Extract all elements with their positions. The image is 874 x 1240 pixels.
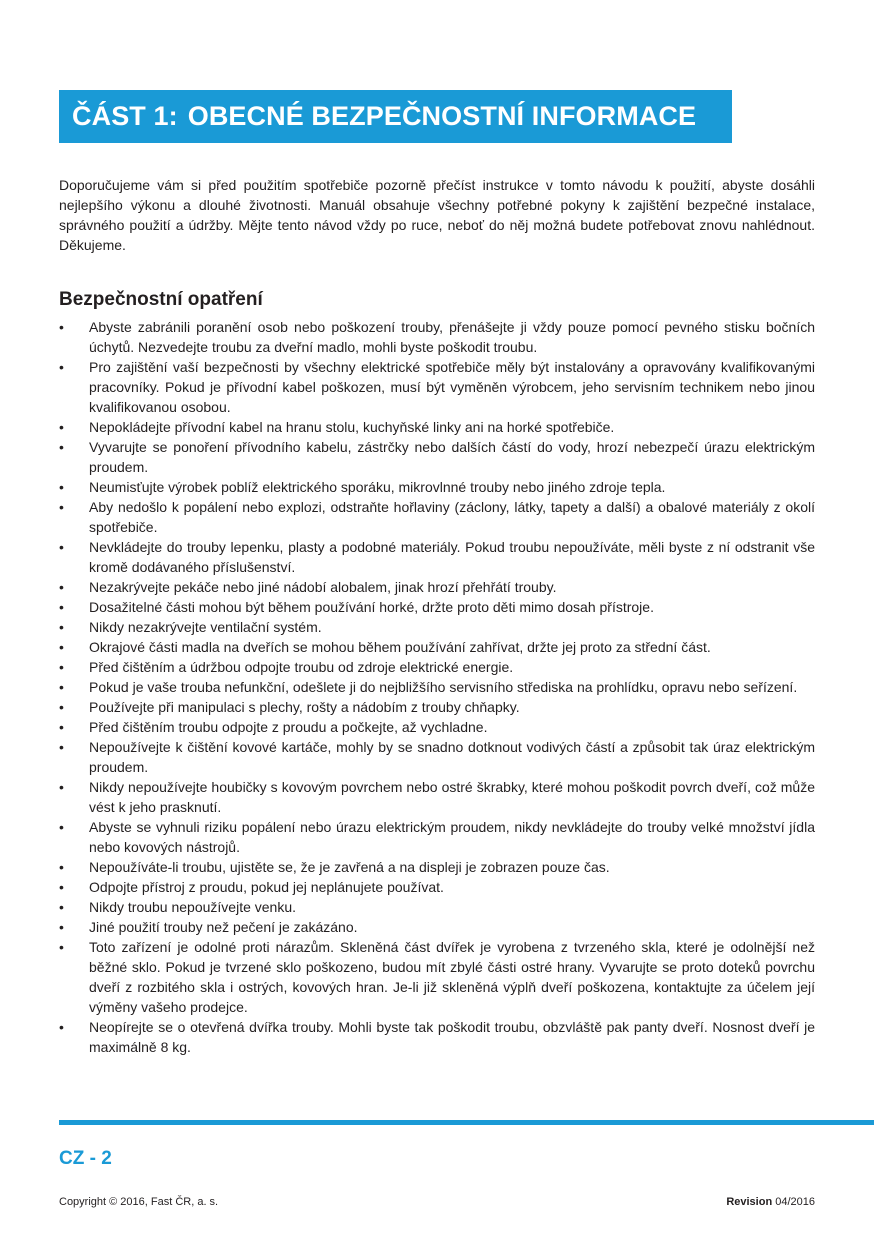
list-item-text: Abyste zabránili poranění osob nebo poškození trouby, přenášejte ji vždy pouze pomocí pevného stisku bočních úchytů. Nezvedejte troubu za dveřní madlo, mohli byste poškodit troubu.: [89, 319, 815, 355]
list-item: [59, 497, 815, 537]
list-item: [59, 917, 815, 937]
list-item-text: Aby nedošlo k popálení nebo explozi, odstraňte hořlaviny (záclony, látky, tapety a další) a obalové materiály z okolí spotřebiče.: [89, 499, 815, 535]
bullet-icon: •: [59, 319, 64, 335]
bullet-icon: •: [59, 599, 64, 615]
list-item: [59, 817, 815, 857]
list-item: [59, 717, 815, 737]
list-item: [59, 637, 815, 657]
list-item: [59, 357, 815, 417]
bullet-icon: •: [59, 939, 64, 955]
bullet-icon: •: [59, 899, 64, 915]
bullet-icon: •: [59, 739, 64, 755]
list-item: [59, 317, 815, 357]
list-item-text: Nikdy nepoužívejte houbičky s kovovým povrchem nebo ostré škrabky, které mohou poškodit povrch dveří, což může vést k jeho prasknutí.: [89, 779, 815, 815]
revision-date: 04/2016: [775, 1196, 815, 1208]
list-item: [59, 477, 815, 497]
bullet-icon: •: [59, 419, 64, 435]
list-item: [59, 777, 815, 817]
list-item-text: Abyste se vyhnuli riziku popálení nebo úrazu elektrickým proudem, nikdy nevkládejte do trouby velké množství jídla nebo kovových nástrojů.: [89, 819, 815, 855]
list-item-text: Před čištěním a údržbou odpojte troubu od zdroje elektrické energie.: [89, 659, 514, 675]
list-item-text: Používejte při manipulaci s plechy, rošty a nádobím z trouby chňapky.: [89, 699, 520, 715]
bullet-icon: •: [59, 639, 64, 655]
list-item-text: Nikdy nezakrývejte ventilační systém.: [89, 619, 322, 635]
list-item-text: Pro zajištění vaší bezpečnosti by všechny elektrické spotřebiče měly být instalovány a opravovány kvalifikovanými pracovníky. Pokud je přívodní kabel poškozen, musí být vyměněn výrobcem, jeho servisním technikem nebo jinou kvalifikovanou osobou.: [89, 359, 815, 415]
bullet-icon: •: [59, 659, 64, 675]
list-item-text: Vyvarujte se ponoření přívodního kabelu, zástrčky nebo dalších částí do vody, hrozí nebezpečí úrazu elektrickým proudem.: [89, 439, 815, 475]
bullet-icon: •: [59, 539, 64, 555]
page-number: CZ - 2: [59, 1148, 112, 1169]
list-item: [59, 897, 815, 917]
section-title: OBECNÉ BEZPEČNOSTNÍ INFORMACE: [187, 101, 697, 131]
list-item-text: Toto zařízení je odolné proti nárazům. Skleněná část dvířek je vyrobena z tvrzeného skla, které je odolnější než běžné sklo. Pokud je tvrzené sklo poškozeno, budou mít zbylé části ostré hrany. Vyvarujte se proto doteků povrchu dveří z rozbitého skla i ostrých, kovových hran. Je-li již skleněná výplň dveří poškozena, kontaktujte za účelem její výměny vašeho prodejce.: [89, 939, 815, 1015]
list-item: [59, 577, 815, 597]
bullet-icon: •: [59, 699, 64, 715]
section-part-label: ČÁST 1:: [72, 101, 178, 131]
list-item: [59, 417, 815, 437]
list-item-text: Nepoužívejte k čištění kovové kartáče, mohly by se snadno dotknout vodivých částí a způsobit tak úraz elektrickým proudem.: [89, 739, 815, 775]
safety-heading: Bezpečnostní opatření: [59, 289, 263, 310]
list-item: [59, 617, 815, 637]
list-item-text: Okrajové části madla na dveřích se mohou během používání zahřívat, držte jej proto za střední část.: [89, 639, 711, 655]
list-item: [59, 857, 815, 877]
list-item-text: Nepokládejte přívodní kabel na hranu stolu, kuchyňské linky ani na horké spotřebiče.: [89, 419, 615, 435]
list-item: [59, 737, 815, 777]
footer-divider: [59, 1120, 874, 1125]
bullet-icon: •: [59, 819, 64, 835]
list-item: [59, 537, 815, 577]
list-item: [59, 677, 815, 697]
bullet-icon: •: [59, 439, 64, 455]
bullet-icon: •: [59, 859, 64, 875]
bullet-icon: •: [59, 679, 64, 695]
safety-list: [59, 317, 815, 1057]
list-item-text: Nezakrývejte pekáče nebo jiné nádobí alobalem, jinak hrozí přehřátí trouby.: [89, 579, 557, 595]
list-item: [59, 937, 815, 1017]
bullet-icon: •: [59, 619, 64, 635]
list-item-text: Nikdy troubu nepoužívejte venku.: [89, 899, 297, 915]
list-item-text: Nevkládejte do trouby lepenku, plasty a podobné materiály. Pokud troubu nepoužíváte, měli byste z ní odstranit vše kromě dodávaného příslušenství.: [89, 539, 815, 575]
list-item-text: Odpojte přístroj z proudu, pokud jej neplánujete používat.: [89, 879, 444, 895]
list-item-text: Dosažitelné části mohou být během používání horké, držte proto děti mimo dosah přístroje.: [89, 599, 654, 615]
intro-paragraph: Doporučujeme vám si před použitím spotřebiče pozorně přečíst instrukce v tomto návodu k použití, abyste dosáhli nejlepšího výkonu a dlouhé životnosti. Manuál obsahuje všechny potřebné pokyny k zajištění bezpečné instalace, správného použití a údržby. Mějte tento návod vždy po ruce, neboť do něj možná budete potřebovat znovu nahlédnout. Děkujeme.: [59, 177, 815, 253]
bullet-icon: •: [59, 1019, 64, 1035]
section-title-banner: [59, 90, 732, 143]
list-item-text: Nepoužíváte-li troubu, ujistěte se, že je zavřená a na displeji je zobrazen pouze čas.: [89, 859, 610, 875]
list-item-text: Pokud je vaše trouba nefunkční, odešlete ji do nejbližšího servisního střediska na prohlídku, opravu nebo seřízení.: [89, 679, 798, 695]
bullet-icon: •: [59, 719, 64, 735]
list-item-text: Před čištěním troubu odpojte z proudu a počkejte, až vychladne.: [89, 719, 488, 735]
revision-info: [726, 1194, 815, 1210]
bullet-icon: •: [59, 499, 64, 515]
copyright-text: Copyright © 2016, Fast ČR, a. s.: [59, 1196, 219, 1208]
list-item: [59, 697, 815, 717]
revision-label: Revision: [726, 1196, 773, 1208]
bullet-icon: •: [59, 779, 64, 795]
bullet-icon: •: [59, 479, 64, 495]
list-item: [59, 657, 815, 677]
list-item: [59, 1017, 815, 1057]
list-item: [59, 437, 815, 477]
bullet-icon: •: [59, 879, 64, 895]
bullet-icon: •: [59, 579, 64, 595]
list-item-text: Jiné použití trouby než pečení je zakázáno.: [89, 919, 358, 935]
bullet-icon: •: [59, 359, 64, 375]
list-item-text: Neumisťujte výrobek poblíž elektrického sporáku, mikrovlnné trouby nebo jiného zdroje tepla.: [89, 479, 666, 495]
list-item-text: Neopírejte se o otevřená dvířka trouby. Mohli byste tak poškodit troubu, obzvláště pak panty dveří. Nosnost dveří je maximálně 8 kg.: [89, 1019, 815, 1055]
list-item: [59, 597, 815, 617]
list-item: [59, 877, 815, 897]
bullet-icon: •: [59, 919, 64, 935]
